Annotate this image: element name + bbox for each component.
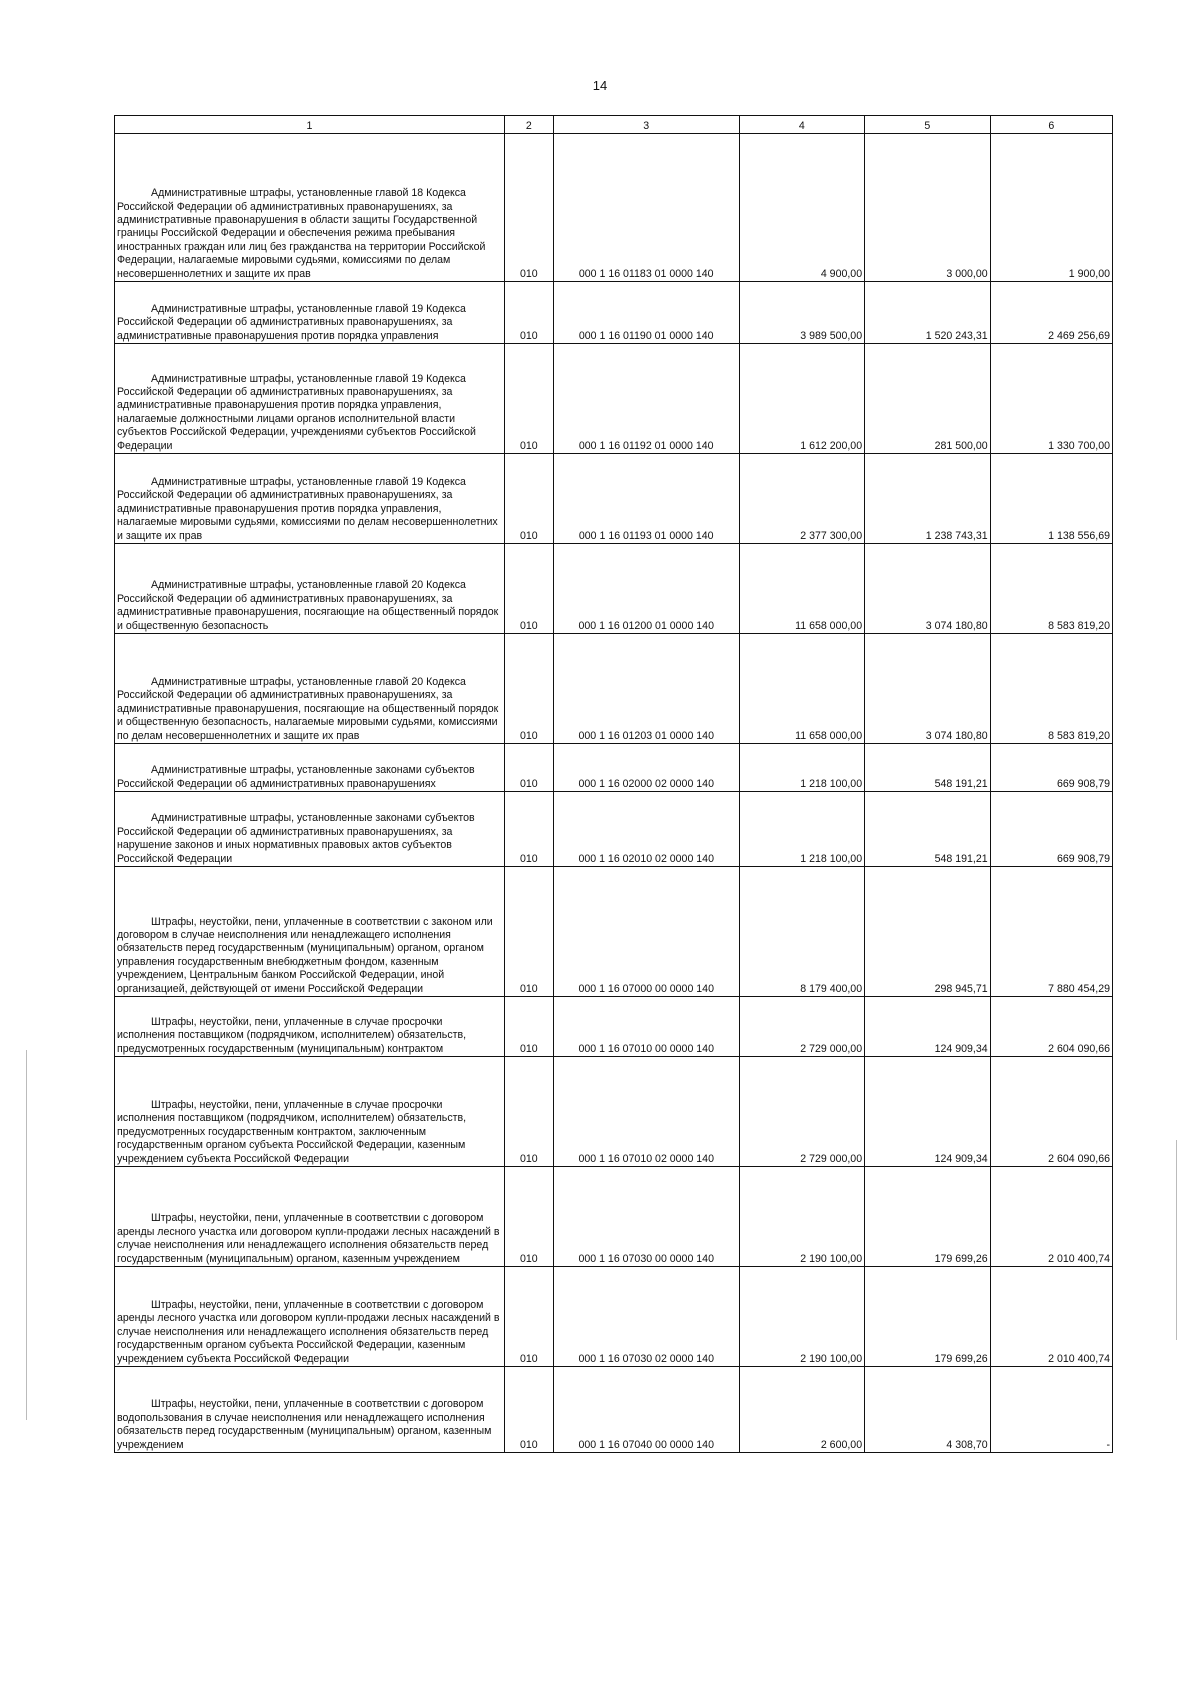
row-line-code-cell: [504, 634, 553, 744]
row-approved-amount-cell: [739, 454, 865, 544]
table-row: [115, 1167, 1113, 1267]
row-unexecuted-amount-cell: [990, 134, 1112, 282]
row-line-code: 010: [520, 1042, 538, 1055]
row-description-cell: [115, 1367, 505, 1453]
row-budget-code: 000 1 16 01183 01 0000 140: [578, 267, 714, 280]
row-unexecuted-amount: -: [1106, 1438, 1110, 1451]
row-description: Штрафы, неустойки, пени, уплаченные в соответствии с договором аренды лесного участка или договором купли-продажи лесных насаждений в случае неисполнения или ненадлежащего исполнения обязательств перед государственным (муниципальным) органом, казенным учреждением: [117, 1212, 500, 1265]
row-budget-code: 000 1 16 01193 01 0000 140: [578, 529, 714, 542]
row-unexecuted-amount: 2 010 400,74: [1048, 1352, 1110, 1365]
column-number: 4: [739, 116, 865, 134]
row-line-code-cell: [504, 744, 553, 792]
row-budget-code-cell: [553, 454, 739, 544]
row-approved-amount: 1 218 100,00: [800, 777, 863, 790]
column-number: 2: [504, 116, 553, 134]
row-unexecuted-amount-cell: [990, 1267, 1112, 1367]
row-unexecuted-amount: 8 583 819,20: [1048, 619, 1110, 632]
row-unexecuted-amount: 2 604 090,66: [1048, 1042, 1110, 1055]
row-executed-amount: 548 191,21: [934, 777, 988, 790]
row-executed-amount: 179 699,26: [934, 1252, 988, 1265]
row-description-cell: [115, 454, 505, 544]
row-description: Административные штрафы, установленные главой 20 Кодекса Российской Федерации об административных правонарушениях, за административные правонарушения, посягающие на общественный порядок и общественную безопасность: [117, 579, 499, 632]
row-executed-amount: 548 191,21: [934, 852, 988, 865]
row-budget-code-cell: [553, 544, 739, 634]
row-unexecuted-amount: 669 908,79: [1056, 852, 1110, 865]
row-line-code-cell: [504, 282, 553, 344]
row-line-code: 010: [520, 1352, 538, 1365]
row-description: Административные штрафы, установленные главой 19 Кодекса Российской Федерации об административных правонарушениях, за административные правонарушения против порядка управления, налагаемые мировыми судьями, комиссиями по делам несовершеннолетних и защите их прав: [117, 475, 498, 542]
page-number: 14: [592, 78, 608, 93]
row-executed-amount-cell: [865, 282, 991, 344]
row-approved-amount-cell: [739, 634, 865, 744]
row-budget-code: 000 1 16 02010 02 0000 140: [578, 852, 714, 865]
row-description: Штрафы, неустойки, пени, уплаченные в случае просрочки исполнения поставщиком (подрядчиком, исполнителем) обязательств, предусмотренных государственным контрактом, заключенным государственным органом субъекта Российской Федерации, казенным учреждением субъекта Российской Федерации: [117, 1098, 467, 1165]
row-approved-amount: 11 658 000,00: [795, 619, 863, 632]
table-row: [115, 134, 1113, 282]
row-unexecuted-amount: 7 880 454,29: [1048, 982, 1110, 995]
row-description-cell: [115, 634, 505, 744]
row-line-code: 010: [520, 1438, 538, 1451]
table-row: [115, 997, 1113, 1057]
row-executed-amount-cell: [865, 1167, 991, 1267]
column-number: 1: [115, 116, 505, 134]
row-approved-amount: 2 377 300,00: [800, 529, 863, 542]
row-budget-code-cell: [553, 1367, 739, 1453]
row-budget-code-cell: [553, 744, 739, 792]
row-executed-amount: 124 909,34: [934, 1152, 988, 1165]
row-budget-code: 000 1 16 07010 02 0000 140: [578, 1152, 714, 1165]
row-approved-amount: 2 729 000,00: [800, 1152, 863, 1165]
row-line-code-cell: [504, 997, 553, 1057]
row-executed-amount-cell: [865, 344, 991, 454]
row-line-code-cell: [504, 134, 553, 282]
row-approved-amount: 2 600,00: [820, 1438, 863, 1451]
row-executed-amount: 281 500,00: [934, 439, 988, 452]
row-executed-amount-cell: [865, 1057, 991, 1167]
row-line-code-cell: [504, 1267, 553, 1367]
row-unexecuted-amount: 2 010 400,74: [1048, 1252, 1110, 1265]
row-budget-code: 000 1 16 01192 01 0000 140: [578, 439, 714, 452]
row-line-code-cell: [504, 1167, 553, 1267]
row-budget-code-cell: [553, 997, 739, 1057]
row-line-code: 010: [520, 1152, 538, 1165]
row-approved-amount-cell: [739, 1267, 865, 1367]
row-executed-amount: 3 000,00: [946, 267, 988, 280]
row-approved-amount: 3 989 500,00: [800, 329, 863, 342]
row-approved-amount-cell: [739, 1167, 865, 1267]
row-line-code-cell: [504, 344, 553, 454]
row-executed-amount: 1 520 243,31: [925, 329, 988, 342]
row-description-cell: [115, 744, 505, 792]
row-unexecuted-amount-cell: [990, 867, 1112, 997]
row-line-code: 010: [520, 777, 538, 790]
row-description: Административные штрафы, установленные главой 20 Кодекса Российской Федерации об административных правонарушениях, за административные правонарушения, посягающие на общественный порядок и общественную безопасность, налагаемые мировыми судьями, комиссиями по делам несовершеннолетних и защите их прав: [117, 675, 499, 742]
row-approved-amount: 2 190 100,00: [800, 1252, 863, 1265]
row-approved-amount: 2 729 000,00: [800, 1042, 863, 1055]
row-executed-amount-cell: [865, 634, 991, 744]
row-unexecuted-amount-cell: [990, 454, 1112, 544]
row-line-code: 010: [520, 1252, 538, 1265]
row-budget-code-cell: [553, 1167, 739, 1267]
row-description-cell: [115, 344, 505, 454]
row-approved-amount-cell: [739, 1057, 865, 1167]
scan-edge-line: [26, 1050, 27, 1420]
table-row: [115, 1367, 1113, 1453]
row-description-cell: [115, 134, 505, 282]
row-executed-amount: 3 074 180,80: [925, 619, 988, 632]
row-approved-amount-cell: [739, 1367, 865, 1453]
row-description-cell: [115, 867, 505, 997]
row-budget-code: 000 1 16 01190 01 0000 140: [578, 329, 714, 342]
row-approved-amount-cell: [739, 344, 865, 454]
row-executed-amount: 298 945,71: [934, 982, 988, 995]
row-approved-amount: 2 190 100,00: [800, 1352, 863, 1365]
row-approved-amount: 4 900,00: [820, 267, 863, 280]
row-description: Административные штрафы, установленные законами субъектов Российской Федерации об административных правонарушениях: [117, 764, 475, 790]
row-executed-amount-cell: [865, 134, 991, 282]
row-approved-amount-cell: [739, 867, 865, 997]
row-approved-amount-cell: [739, 997, 865, 1057]
row-budget-code: 000 1 16 07030 02 0000 140: [578, 1352, 714, 1365]
row-description-cell: [115, 1167, 505, 1267]
row-description-cell: [115, 544, 505, 634]
row-description: Административные штрафы, установленные законами субъектов Российской Федерации об административных правонарушениях, за нарушение законов и иных нормативных правовых актов субъектов Российской Федерации: [117, 812, 475, 865]
row-description: Штрафы, неустойки, пени, уплаченные в случае просрочки исполнения поставщиком (подрядчиком, исполнителем) обязательств, предусмотренных государственным (муниципальным) контрактом: [117, 1015, 467, 1055]
row-line-code-cell: [504, 454, 553, 544]
row-budget-code: 000 1 16 07040 00 0000 140: [578, 1438, 714, 1451]
row-budget-code-cell: [553, 634, 739, 744]
row-executed-amount: 1 238 743,31: [925, 529, 988, 542]
column-number: 6: [990, 116, 1112, 134]
row-unexecuted-amount-cell: [990, 1057, 1112, 1167]
row-unexecuted-amount: 1 900,00: [1068, 267, 1110, 280]
row-unexecuted-amount: 8 583 819,20: [1048, 729, 1110, 742]
row-budget-code: 000 1 16 07010 00 0000 140: [578, 1042, 714, 1055]
row-approved-amount-cell: [739, 792, 865, 867]
row-description-cell: [115, 1057, 505, 1167]
column-number: 5: [865, 116, 991, 134]
row-budget-code: 000 1 16 07030 00 0000 140: [578, 1252, 714, 1265]
row-executed-amount: 3 074 180,80: [925, 729, 988, 742]
row-line-code: 010: [520, 729, 538, 742]
row-unexecuted-amount: 1 138 556,69: [1048, 529, 1110, 542]
row-budget-code: 000 1 16 07000 00 0000 140: [578, 982, 714, 995]
row-description-cell: [115, 997, 505, 1057]
row-executed-amount: 124 909,34: [934, 1042, 988, 1055]
row-unexecuted-amount: 1 330 700,00: [1048, 439, 1110, 452]
table-row: [115, 744, 1113, 792]
row-description-cell: [115, 792, 505, 867]
row-executed-amount-cell: [865, 1367, 991, 1453]
row-budget-code-cell: [553, 792, 739, 867]
row-line-code-cell: [504, 1057, 553, 1167]
row-executed-amount-cell: [865, 544, 991, 634]
row-unexecuted-amount-cell: [990, 344, 1112, 454]
table-row: [115, 1267, 1113, 1367]
row-unexecuted-amount: 2 469 256,69: [1048, 329, 1110, 342]
row-budget-code-cell: [553, 1267, 739, 1367]
row-line-code-cell: [504, 1367, 553, 1453]
row-line-code: 010: [520, 267, 538, 280]
row-description: Штрафы, неустойки, пени, уплаченные в соответствии с законом или договором в случае неисполнения или ненадлежащего исполнения обязательств перед государственным (муниципальным) органом, органом управления государственным внебюджетным фондом, казенным учреждением, Центральным банком Российской Федерации, иной организацией, действующей от имени Российской Федерации: [117, 915, 493, 995]
row-executed-amount-cell: [865, 744, 991, 792]
row-unexecuted-amount-cell: [990, 544, 1112, 634]
row-line-code: 010: [520, 619, 538, 632]
row-description-cell: [115, 1267, 505, 1367]
table-row: [115, 867, 1113, 997]
row-budget-code-cell: [553, 344, 739, 454]
row-approved-amount-cell: [739, 282, 865, 344]
row-executed-amount-cell: [865, 997, 991, 1057]
row-budget-code-cell: [553, 1057, 739, 1167]
row-approved-amount-cell: [739, 134, 865, 282]
row-unexecuted-amount: 2 604 090,66: [1048, 1152, 1110, 1165]
table-row: [115, 544, 1113, 634]
row-line-code: 010: [520, 982, 538, 995]
revenue-table: [114, 115, 1113, 1453]
row-budget-code-cell: [553, 282, 739, 344]
row-description-cell: [115, 282, 505, 344]
row-budget-code-cell: [553, 867, 739, 997]
row-executed-amount-cell: [865, 792, 991, 867]
table-row: [115, 792, 1113, 867]
table-row: [115, 344, 1113, 454]
scan-edge-line: [1176, 1140, 1177, 1340]
row-unexecuted-amount-cell: [990, 634, 1112, 744]
row-unexecuted-amount: 669 908,79: [1056, 777, 1110, 790]
table-row: [115, 454, 1113, 544]
row-approved-amount: 1 218 100,00: [800, 852, 863, 865]
row-executed-amount-cell: [865, 867, 991, 997]
row-description: Штрафы, неустойки, пени, уплаченные в соответствии с договором аренды лесного участка или договором купли-продажи лесных насаждений в случае неисполнения или ненадлежащего исполнения обязательств перед государственным органом субъекта Российской Федерации, казенным учреждением субъекта Российской Федерации: [117, 1298, 500, 1365]
row-budget-code: 000 1 16 02000 02 0000 140: [578, 777, 714, 790]
row-approved-amount-cell: [739, 544, 865, 634]
column-number: 3: [553, 116, 739, 134]
row-unexecuted-amount-cell: [990, 1167, 1112, 1267]
row-executed-amount: 179 699,26: [934, 1352, 988, 1365]
row-unexecuted-amount-cell: [990, 997, 1112, 1057]
row-unexecuted-amount-cell: [990, 282, 1112, 344]
row-description: Административные штрафы, установленные главой 19 Кодекса Российской Федерации об административных правонарушениях, за административные правонарушения против порядка управления: [117, 302, 466, 342]
row-description: Штрафы, неустойки, пени, уплаченные в соответствии с договором водопользования в случае неисполнения или ненадлежащего исполнения обязательств перед государственным (муниципальным) органом, казенным учреждением: [117, 1398, 492, 1451]
table-row: [115, 634, 1113, 744]
row-line-code: 010: [520, 329, 538, 342]
table-row: [115, 282, 1113, 344]
row-budget-code-cell: [553, 134, 739, 282]
row-budget-code: 000 1 16 01203 01 0000 140: [578, 729, 714, 742]
row-executed-amount-cell: [865, 1267, 991, 1367]
row-approved-amount: 8 179 400,00: [800, 982, 863, 995]
row-approved-amount: 11 658 000,00: [795, 729, 863, 742]
row-description: Административные штрафы, установленные главой 19 Кодекса Российской Федерации об административных правонарушениях, за административные правонарушения против порядка управления, налагаемые должностными лицами органов исполнительной власти субъектов Российской Федерации, учреждениями субъектов Российской Федерации: [117, 372, 476, 452]
row-executed-amount: 4 308,70: [946, 1438, 988, 1451]
row-unexecuted-amount-cell: [990, 1367, 1112, 1453]
row-unexecuted-amount-cell: [990, 744, 1112, 792]
row-unexecuted-amount-cell: [990, 792, 1112, 867]
column-number-row: [115, 116, 1113, 134]
row-line-code: 010: [520, 439, 538, 452]
row-line-code: 010: [520, 852, 538, 865]
row-description: Административные штрафы, установленные главой 18 Кодекса Российской Федерации об административных правонарушениях, за административные правонарушения в области защиты Государственной границы Российской Федерации и обеспечения режима пребывания иностранных граждан или лиц без гражданства на территории Российской Федерации, налагаемые мировыми судьями, комиссиями по делам несовершеннолетних и защите их прав: [117, 187, 486, 280]
row-budget-code: 000 1 16 01200 01 0000 140: [578, 619, 714, 632]
row-line-code-cell: [504, 544, 553, 634]
row-line-code: 010: [520, 529, 538, 542]
row-line-code-cell: [504, 792, 553, 867]
row-approved-amount-cell: [739, 744, 865, 792]
row-executed-amount-cell: [865, 454, 991, 544]
row-line-code-cell: [504, 867, 553, 997]
table-row: [115, 1057, 1113, 1167]
row-approved-amount: 1 612 200,00: [800, 439, 863, 452]
